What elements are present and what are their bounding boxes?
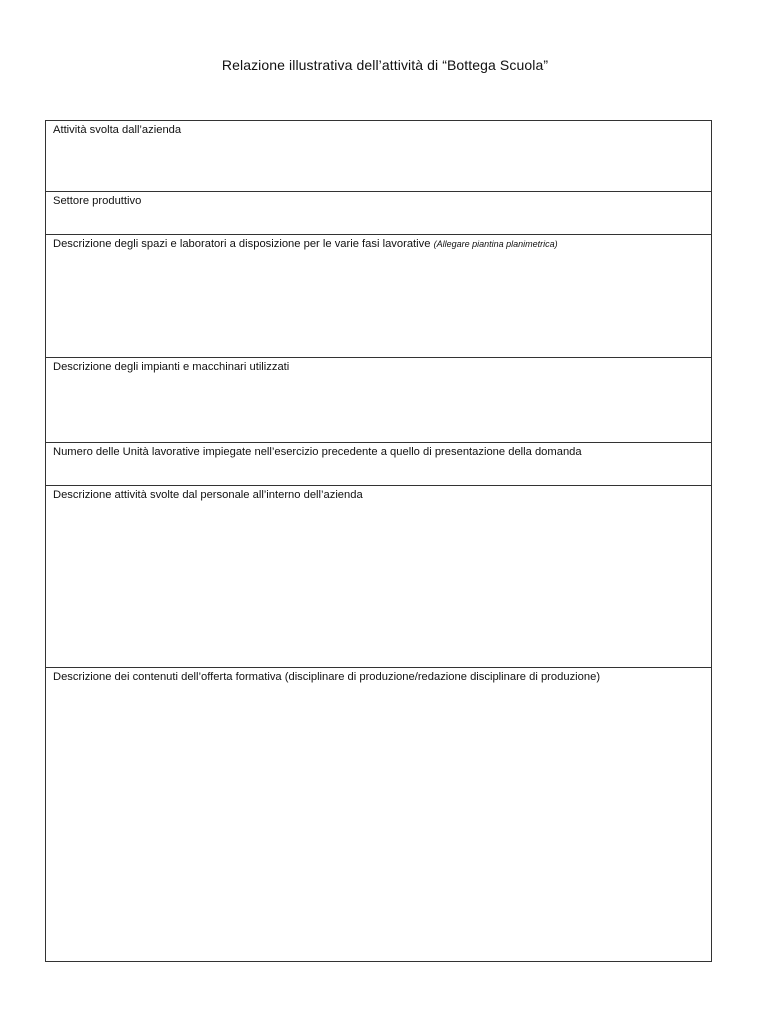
form-row-attivita-svolta[interactable]	[46, 121, 711, 191]
form-row-label: Attività svolta dall’azienda	[53, 124, 182, 136]
form-row-unita-lavorative[interactable]	[46, 442, 711, 485]
form-row-settore-produttivo[interactable]	[46, 191, 711, 234]
form-row-attivita-personale[interactable]	[46, 485, 711, 667]
form-row-label: Settore produttivo	[53, 195, 142, 207]
form-table	[45, 120, 712, 962]
form-row-label: Descrizione degli impianti e macchinari utilizzati	[53, 361, 290, 373]
form-row-label: Descrizione dei contenuti dell’offerta formativa (disciplinare di produzione/redazione disciplinare di produzione)	[53, 671, 601, 683]
form-row-spazi-laboratori[interactable]	[46, 234, 711, 357]
page-title: Relazione illustrativa dell’attività di “Bottega Scuola”	[221, 57, 549, 73]
form-row-label: Descrizione degli spazi e laboratori a disposizione per le varie fasi lavorative	[53, 238, 434, 250]
form-row-offerta-formativa[interactable]	[46, 667, 711, 961]
form-row-label: Descrizione attività svolte dal personale all’interno dell’azienda	[53, 489, 363, 501]
form-row-label: Numero delle Unità lavorative impiegate nell’esercizio precedente a quello di presentazione della domanda	[53, 446, 582, 458]
form-row-impianti-macchinari[interactable]	[46, 357, 711, 442]
form-row-note: (Allegare piantina planimetrica)	[433, 239, 558, 249]
